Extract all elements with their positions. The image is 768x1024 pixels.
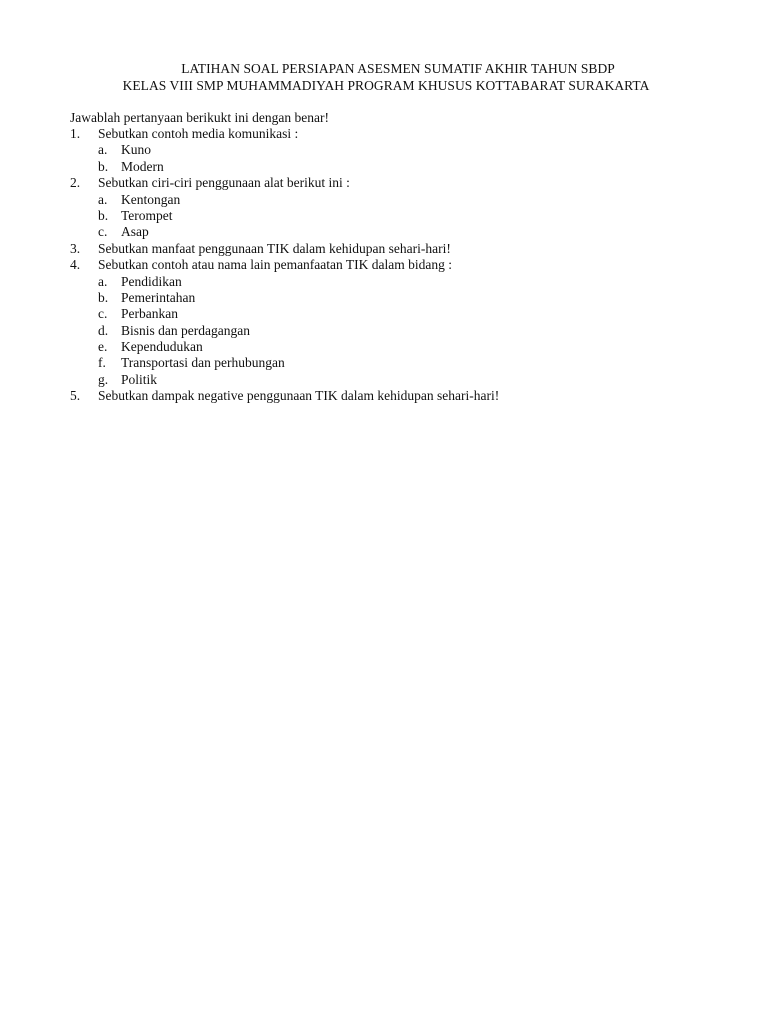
option-letter: b. bbox=[98, 207, 109, 223]
option-text: Politik bbox=[121, 371, 158, 387]
question-list bbox=[0, 126, 768, 405]
option-letter: c. bbox=[98, 224, 108, 240]
answer-option bbox=[0, 372, 768, 388]
option-letter: b. bbox=[98, 289, 109, 305]
option-letter: a. bbox=[98, 191, 108, 207]
answer-option bbox=[0, 355, 768, 371]
question-item bbox=[0, 388, 768, 404]
option-letter: f. bbox=[98, 355, 106, 371]
answer-option bbox=[0, 192, 768, 208]
option-text: Modern bbox=[121, 158, 164, 174]
answer-option bbox=[0, 339, 768, 355]
option-text: Transportasi dan perhubungan bbox=[121, 355, 285, 371]
option-text: Perbankan bbox=[121, 306, 178, 322]
question-item bbox=[0, 241, 768, 257]
question-number: 1. bbox=[70, 126, 81, 141]
answer-option bbox=[0, 208, 768, 224]
question-number: 4. bbox=[70, 257, 81, 273]
option-letter: a. bbox=[98, 273, 108, 289]
question-text: Sebutkan dampak negative penggunaan TIK dalam kehidupan sehari-hari! bbox=[98, 388, 500, 404]
answer-option bbox=[0, 290, 768, 306]
answer-option bbox=[0, 224, 768, 240]
option-text: Pendidikan bbox=[121, 273, 182, 289]
answer-option bbox=[0, 142, 768, 158]
answer-option bbox=[0, 274, 768, 290]
option-letter: d. bbox=[98, 322, 109, 338]
question-number: 3. bbox=[70, 240, 81, 256]
option-text: Pemerintahan bbox=[121, 289, 196, 305]
answer-option bbox=[0, 159, 768, 175]
option-text: Asap bbox=[121, 224, 149, 240]
option-letter: e. bbox=[98, 339, 108, 355]
question-number: 5. bbox=[70, 388, 81, 404]
option-text: Bisnis dan perdagangan bbox=[121, 322, 250, 338]
question-text: Sebutkan manfaat penggunaan TIK dalam kehidupan sehari-hari! bbox=[98, 240, 451, 256]
option-text: Terompet bbox=[121, 207, 173, 223]
document-title-line-2: KELAS VIII SMP MUHAMMADIYAH PROGRAM KHUSUS KOTTABARAT SURAKARTA bbox=[122, 78, 650, 93]
instruction-text: Jawablah pertanyaan berikukt ini dengan benar! bbox=[70, 110, 330, 125]
question-text: Sebutkan ciri-ciri penggunaan alat berikut ini : bbox=[98, 175, 350, 191]
option-text: Kuno bbox=[121, 142, 151, 158]
question-text: Sebutkan contoh media komunikasi : bbox=[98, 126, 299, 141]
question-text: Sebutkan contoh atau nama lain pemanfaatan TIK dalam bidang : bbox=[98, 257, 453, 273]
question-number: 2. bbox=[70, 175, 81, 191]
answer-option bbox=[0, 306, 768, 322]
option-letter: b. bbox=[98, 158, 109, 174]
question-item bbox=[0, 126, 768, 142]
question-item bbox=[0, 175, 768, 191]
option-letter: g. bbox=[98, 371, 109, 387]
option-letter: a. bbox=[98, 142, 108, 158]
answer-option bbox=[0, 323, 768, 339]
document-title-line-1: LATIHAN SOAL PERSIAPAN ASESMEN SUMATIF AKHIR TAHUN SBDP bbox=[181, 61, 615, 76]
question-item bbox=[0, 257, 768, 273]
option-text: Kependudukan bbox=[121, 339, 203, 355]
option-text: Kentongan bbox=[121, 191, 181, 207]
option-letter: c. bbox=[98, 306, 108, 322]
